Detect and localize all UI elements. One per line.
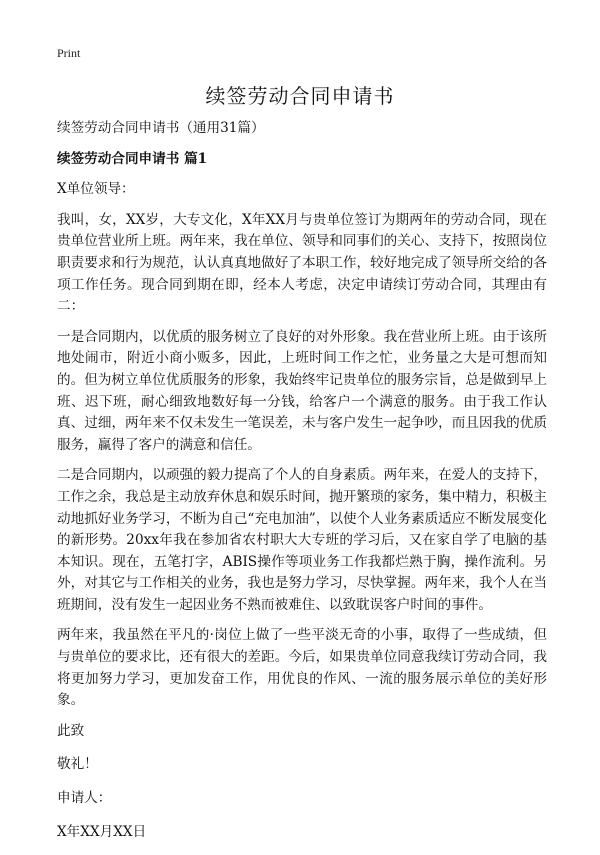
print-link[interactable]: Print <box>57 46 81 60</box>
section-heading: 续签劳动合同申请书 篇1 <box>57 150 208 167</box>
signature-date: X年XX月XX日 <box>57 823 147 840</box>
body-paragraph-1: 我叫，女，XX岁，大专文化，X年XX月与贵单位签订为期两年的劳动合同，现在贵单位营业所上班。两年来，我在单位、领导和同事们的关心、支持下，按照岗位职责要求和行为规范，认认真真地做好了本职工作，较好地完成了领导所交给的各项工作任务。现合同到期在即，经本人考虑，决定申请续订劳动合同，其理由有二： <box>57 211 547 315</box>
applicant-label: 申请人： <box>57 790 112 807</box>
document-subtitle: 续签劳动合同申请书（通用31篇） <box>57 120 265 136</box>
body-paragraph-3: 二是合同期内，以顽强的毅力提高了个人的自身素质。两年来，在爱人的支持下，工作之余，我总是主动放弃休息和娱乐时间，抛开繁琐的家务，集中精力，积极主动地抓好业务学习，不断为自己“充电加油”，以使个人业务素质适应不断发展变化的新形势。20xx年我在参加省农村职大大专班的学习后，又在家自学了电脑的基本知识。现在，五笔打字，ABIS操作等项业务工作我都烂熟于胸，操作流利。另外，对其它与工作相关的业务，我也是努力学习，尽快掌握。两年来，我个人在当班期间，没有发生一起因业务不熟而被难住、以致耽误客户时间的事件。 <box>57 467 547 613</box>
body-paragraph-2: 一是合同期内，以优质的服务树立了良好的对外形象。我在营业所上班。由于该所地处闹市，附近小商小贩多，因此，上班时间工作之忙，业务量之大是可想而知的。但为树立单位优质服务的形象，我始终牢记贵单位的服务宗旨，总是做到早上班、迟下班，耐心细致地数好每一分钱，给客户一个满意的服务。由于我工作认真、过细，两年来不仅未发生一笔误差，未与客户发生一起争吵，而且因我的优质服务，赢得了客户的满意和信任。 <box>57 328 547 453</box>
closing-salutation: 此致 <box>57 722 85 739</box>
document-body <box>57 118 547 855</box>
body-paragraph-4: 两年来，我虽然在平凡的·岗位上做了一些平淡无奇的小事，取得了一些成绩，但与贵单位的要求比，还有很大的差距。今后，如果贵单位同意我续订劳动合同，我将更加努力学习，更加发奋工作，用优良的作风、一流的服务展示单位的美好形象。 <box>57 627 547 709</box>
document-title: 续签劳动合同申请书 <box>205 84 395 108</box>
greeting: X单位领导： <box>57 181 135 198</box>
closing-regards: 敬礼！ <box>57 756 98 773</box>
